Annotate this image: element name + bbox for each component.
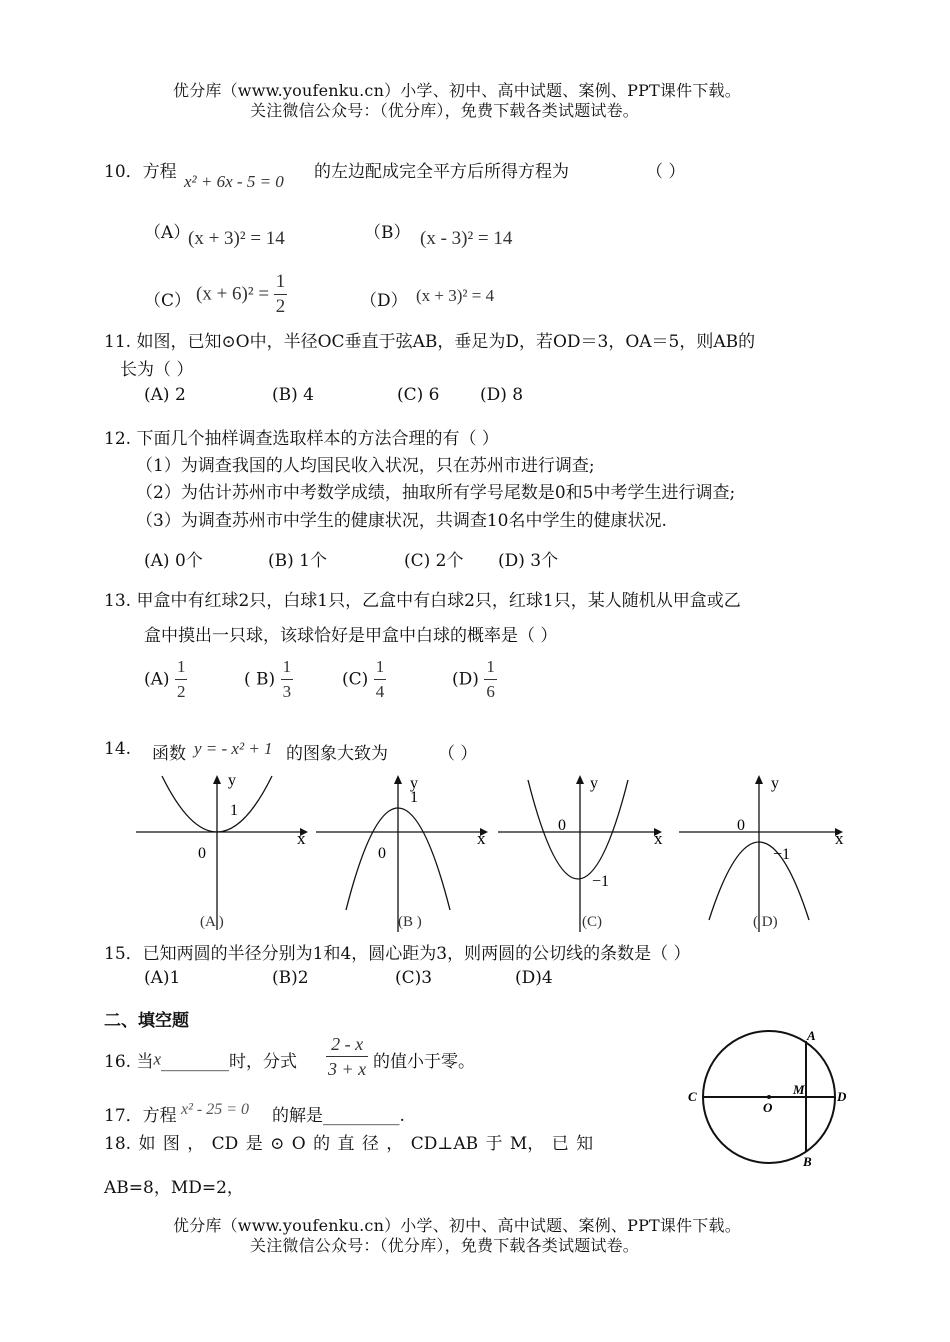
q13-option-b-label: ( B)	[244, 669, 276, 690]
label-b: B	[803, 1154, 812, 1169]
q11-line-1: 11. 如图，已知⊙O中，半径OC垂直于弦AB，垂足为D，若OD＝3，OA＝5，则AB的	[104, 332, 756, 352]
q13-option-c-label: (C)	[342, 669, 369, 690]
graph-a-y-arrow	[213, 775, 221, 784]
graph-d-x-label: x	[835, 829, 844, 848]
q13-a-num: 1	[175, 655, 188, 680]
q16-num: 2 - x	[326, 1032, 368, 1057]
q16-middle: ________时，分式	[161, 1052, 297, 1072]
graph-a-caption: (A )	[200, 914, 224, 930]
q17-equation: x² - 25 = 0	[181, 1101, 250, 1118]
q15-option-d: (D)4	[515, 968, 553, 988]
graph-c-curve	[528, 780, 628, 879]
q13-option-c	[342, 655, 386, 704]
q13-option-a-label: (A)	[144, 669, 170, 690]
graph-d-caption: ( D)	[753, 914, 778, 930]
q16-den: 3 + x	[328, 1059, 367, 1079]
q10-number: 10．	[104, 162, 143, 182]
q10-option-c-expr	[196, 270, 287, 319]
q15-option-c: (C)3	[395, 968, 433, 988]
q13-c-num: 1	[374, 655, 387, 680]
graph-c	[494, 770, 674, 935]
graph-c-x-label: x	[654, 829, 663, 848]
q17-prefix: 17．方程	[104, 1106, 177, 1126]
q11-option-c: (C) 6	[397, 385, 440, 405]
graph-d-mark: −1	[773, 846, 791, 863]
q15-option-b: (B)2	[272, 968, 309, 988]
q12-item-3: （3）为调查苏州市中学生的健康状况，共调查10名中学生的健康状况.	[136, 511, 667, 531]
q17-suffix: 的解是_________.	[272, 1106, 405, 1126]
q10-option-c-num: 1	[274, 270, 288, 295]
q11-line-2: 长为（ ）	[120, 360, 194, 380]
q14-bracket: （ ）	[438, 744, 478, 764]
q13-option-d	[452, 655, 497, 704]
q13-option-b-fraction	[281, 655, 294, 704]
q16-prefix: 16. 当	[104, 1052, 154, 1072]
graph-c-y-arrow	[576, 775, 584, 784]
footer-line-2: 关注微信公众号：（优分库），免费下载各类试题试卷。	[250, 1236, 640, 1255]
q14-prefix: 函数	[152, 744, 186, 764]
circle-figure	[686, 1020, 850, 1172]
q13-d-num: 1	[484, 655, 497, 680]
q13-line-1: 13. 甲盒中有红球2只，白球1只，乙盒中有白球2只，红球1只，某人随机从甲盒或乙	[104, 591, 741, 611]
graph-a	[132, 770, 312, 935]
q11-option-b: (B) 4	[272, 385, 314, 405]
q13-a-den: 2	[176, 682, 186, 701]
question-16	[104, 1047, 297, 1072]
q10-option-c-label: （C）	[144, 291, 192, 311]
q13-option-d-label: (D)	[452, 669, 479, 690]
q12-item-1: （1）为调查我国的人均国民收入状况，只在苏州市进行调查;	[136, 456, 595, 476]
q15-option-a: (A)1	[144, 968, 181, 988]
q12-option-c: (C) 2个	[404, 551, 464, 571]
q10-option-b-expr: (x - 3)² = 14	[420, 228, 513, 249]
q13-option-a	[144, 655, 187, 704]
q12-line-1: 12. 下面几个抽样调查选取样本的方法合理的有（ ）	[104, 429, 499, 449]
q13-option-c-fraction	[374, 655, 387, 704]
q18-line-2: AB=8，MD=2，	[104, 1178, 244, 1198]
q10-option-d-label: （D）	[360, 291, 408, 311]
q10-option-c-lhs: (x + 6)² =	[196, 283, 270, 305]
graph-a-y-label: y	[228, 772, 236, 789]
graph-b-mark: 1	[410, 789, 418, 806]
graph-d-origin: 0	[737, 817, 745, 834]
graph-c-origin: 0	[558, 817, 566, 834]
q13-c-den: 4	[375, 682, 385, 701]
graph-a-mark: 1	[230, 802, 238, 819]
graph-c-mark: −1	[592, 873, 610, 890]
question-10	[104, 157, 177, 182]
graph-a-x-label: x	[297, 829, 306, 848]
q16-suffix: 的值小于零。	[373, 1052, 475, 1072]
q16-var: x	[153, 1049, 161, 1069]
graph-c-caption: (C)	[582, 914, 602, 930]
graph-d	[675, 770, 855, 935]
graph-b-x-label: x	[477, 829, 486, 848]
q10-option-b-label: （B）	[364, 223, 411, 243]
graph-c-y-label: y	[590, 775, 598, 792]
header-line-1: 优分库（www.youfenku.cn）小学、初中、高中试题、案例、PPT课件下载。	[173, 81, 741, 100]
q10-option-a-label: （A）	[144, 223, 191, 243]
q13-d-den: 6	[486, 682, 495, 701]
q12-option-b: (B) 1个	[268, 551, 327, 571]
q13-b-num: 1	[281, 655, 294, 680]
q10-bracket: （ ）	[646, 162, 686, 182]
q10-prefix: 方程	[142, 162, 177, 182]
label-o: O	[763, 1100, 773, 1115]
label-m: M	[793, 1082, 805, 1097]
q18-line-1: 18. 如 图 ， CD 是 ⊙ O 的 直 径 ， CD⊥AB 于 M， 已 知	[104, 1134, 594, 1154]
q10-suffix: 的左边配成完全平方后所得方程为	[314, 162, 569, 182]
q11-option-d: (D) 8	[480, 385, 524, 405]
q11-option-a: (A) 2	[144, 385, 186, 405]
q15-line-1: 15．已知两圆的半径分别为1和4，圆心距为3，则两圆的公切线的条数是（ ）	[104, 944, 691, 964]
footer-line-1: 优分库（www.youfenku.cn）小学、初中、高中试题、案例、PPT课件下载。	[173, 1216, 741, 1235]
graph-b-y-arrow	[394, 775, 402, 784]
q14-suffix: 的图象大致为	[286, 744, 388, 764]
label-a: A	[807, 1028, 816, 1043]
label-d: D	[837, 1089, 847, 1104]
graph-a-origin: 0	[198, 845, 206, 862]
q13-b-den: 3	[282, 682, 292, 701]
graph-b-origin: 0	[378, 845, 386, 862]
q13-line-2: 盒中摸出一只球，该球恰好是甲盒中白球的概率是（ ）	[144, 626, 558, 646]
graph-b-caption: (B )	[398, 914, 422, 930]
q10-option-a-expr: (x + 3)² = 14	[188, 228, 285, 249]
q13-option-b	[244, 655, 293, 704]
graph-d-y-label: y	[771, 775, 779, 792]
header-line-2: 关注微信公众号：（优分库），免费下载各类试题试卷。	[250, 101, 640, 120]
q14-number: 14.	[104, 739, 132, 759]
center-point	[767, 1095, 771, 1099]
q16-fraction	[326, 1032, 368, 1081]
q13-option-d-fraction	[484, 655, 497, 704]
graph-d-y-arrow	[755, 775, 763, 784]
graph-b-y-label: y	[410, 775, 418, 792]
q10-option-c-fraction	[274, 270, 288, 319]
q12-option-a: (A) 0个	[144, 551, 203, 571]
q10-option-c-den: 2	[275, 296, 286, 317]
q12-item-2: （2）为估计苏州市中考数学成绩，抽取所有学号尾数是0和5中考学生进行调查;	[136, 483, 736, 503]
q13-option-a-fraction	[175, 655, 188, 704]
q10-equation: x² + 6x - 5 = 0	[184, 172, 284, 191]
q10-option-d-expr: (x + 3)² = 4	[416, 286, 495, 305]
label-c: C	[688, 1089, 697, 1104]
q12-option-d: (D) 3个	[498, 551, 559, 571]
graph-b	[312, 770, 492, 935]
section-title-fill-in: 二、填空题	[104, 1011, 189, 1031]
q14-equation: y = - x² + 1	[194, 739, 273, 758]
